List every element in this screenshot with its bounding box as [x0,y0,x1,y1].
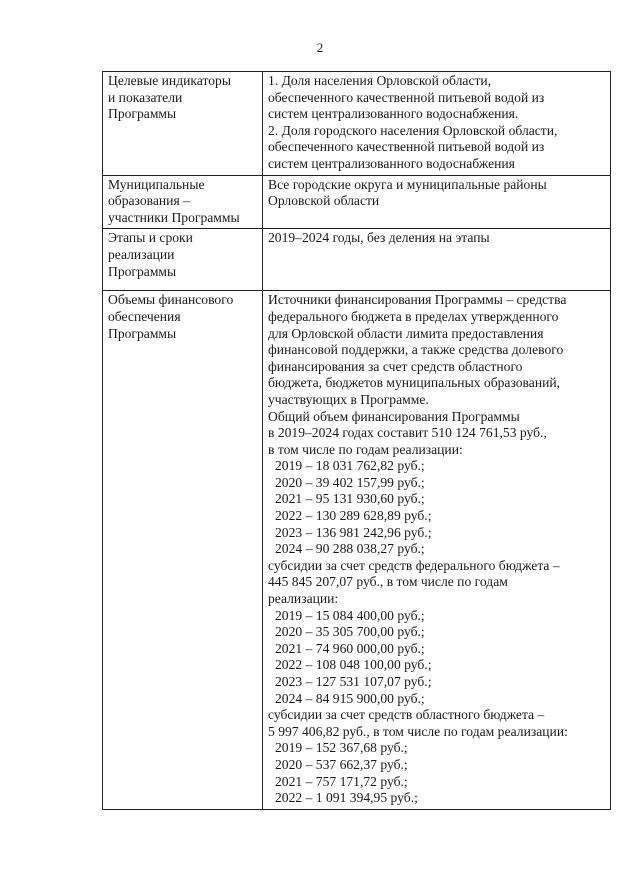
label-cell [103,229,263,291]
value-line: 2023 – 127 531 107,07 руб.; [275,674,432,689]
label-cell [103,175,263,229]
program-passport-table [102,71,611,810]
value-line: систем централизованного водоснабжения. [268,106,519,122]
label-line: Целевые индикаторы [108,73,231,88]
value-line: 2019 – 152 367,68 руб.; [275,740,408,756]
value-line: 2019 – 18 031 762,82 руб.; [275,458,425,474]
value-cell [263,175,611,229]
value-line: 2020 – 537 662,37 руб.; [275,756,408,772]
label-line: Программы [108,263,177,279]
value-line: 2021 – 95 131 930,60 руб.; [275,491,425,507]
label-line: Муниципальные [108,176,205,192]
value-line: 5 997 406,82 руб., в том числе по годам реализации: [268,723,568,739]
value-line: 445 845 207,07 руб., в том числе по годам [268,574,508,590]
value-line: 2021 – 74 960 000,00 руб.; [275,640,425,656]
value-line: 2021 – 757 171,72 руб.; [275,773,408,789]
label-line: обеспечения [108,308,181,324]
value-line: обеспеченного качественной питьевой водой из [268,89,545,105]
value-line: участвующих в Программе. [268,391,429,407]
value-line: Орловской области [268,193,380,209]
label-line: Объемы финансового [108,292,234,308]
table-row-municipalities [103,175,611,229]
value-line: финансовой поддержки, а также средства долевого [268,342,564,358]
label-cell [103,291,263,809]
value-line: 2023 – 136 981 242,96 руб.; [275,524,432,540]
value-line: 2022 – 108 048 100,00 руб.; [275,657,432,673]
label-line: образования – [108,193,190,209]
value-line: Источники финансирования Программы – средства [268,292,567,308]
value-line: федерального бюджета в пределах утвержденного [268,308,559,324]
table-row-target-indicators [103,72,611,176]
value-line: 2019 – 15 084 400,00 руб.; [275,607,425,623]
value-line: для Орловской области лимита предоставления [268,325,544,341]
value-line: Общий объем финансирования Программы [268,408,520,424]
value-line: 2020 – 39 402 157,99 руб.; [275,474,425,490]
value-line: 2020 – 35 305 700,00 руб.; [275,624,425,640]
value-line: 2022 – 1 091 394,95 руб.; [275,790,418,806]
value-line: 2024 – 90 288 038,27 руб.; [275,541,425,557]
table-row-stages [103,229,611,291]
value-line: финансирования за счет средств областного [268,358,523,374]
value-cell [263,291,611,809]
label-line: Этапы и сроки [108,230,193,246]
value-line: субсидии за счет средств федерального бюджета – [268,557,560,573]
value-cell [263,72,611,176]
value-line: систем централизованного водоснабжения [268,155,515,171]
label-cell [103,72,263,176]
value-line: Все городские округа и муниципальные районы [268,176,547,192]
value-line: в 2019–2024 годах составит 510 124 761,53 руб., [268,425,547,441]
label-line: реализации [108,246,175,262]
label-line: и показатели [108,89,183,105]
value-line: 2019–2024 годы, без деления на этапы [268,230,490,246]
value-line: в том числе по годам реализации: [268,441,463,457]
table-row-financing [103,291,611,809]
label-line: участники Программы [108,209,240,225]
value-cell [263,229,611,291]
value-line: реализации: [268,591,339,607]
value-line: 2. Доля городского населения Орловской области, [268,122,558,138]
value-line: обеспеченного качественной питьевой водой из [268,139,545,155]
value-line: 1. Доля населения Орловской области, [268,73,492,88]
value-line: 2024 – 84 915 900,00 руб.; [275,690,425,706]
label-line: Программы [108,325,177,341]
value-line: субсидии за счет средств областного бюджета – [268,707,545,723]
value-line: бюджета, бюджетов муниципальных образований, [268,375,561,391]
page-number: 2 [316,40,324,55]
value-line: 2022 – 130 289 628,89 руб.; [275,508,432,524]
label-line: Программы [108,106,177,122]
